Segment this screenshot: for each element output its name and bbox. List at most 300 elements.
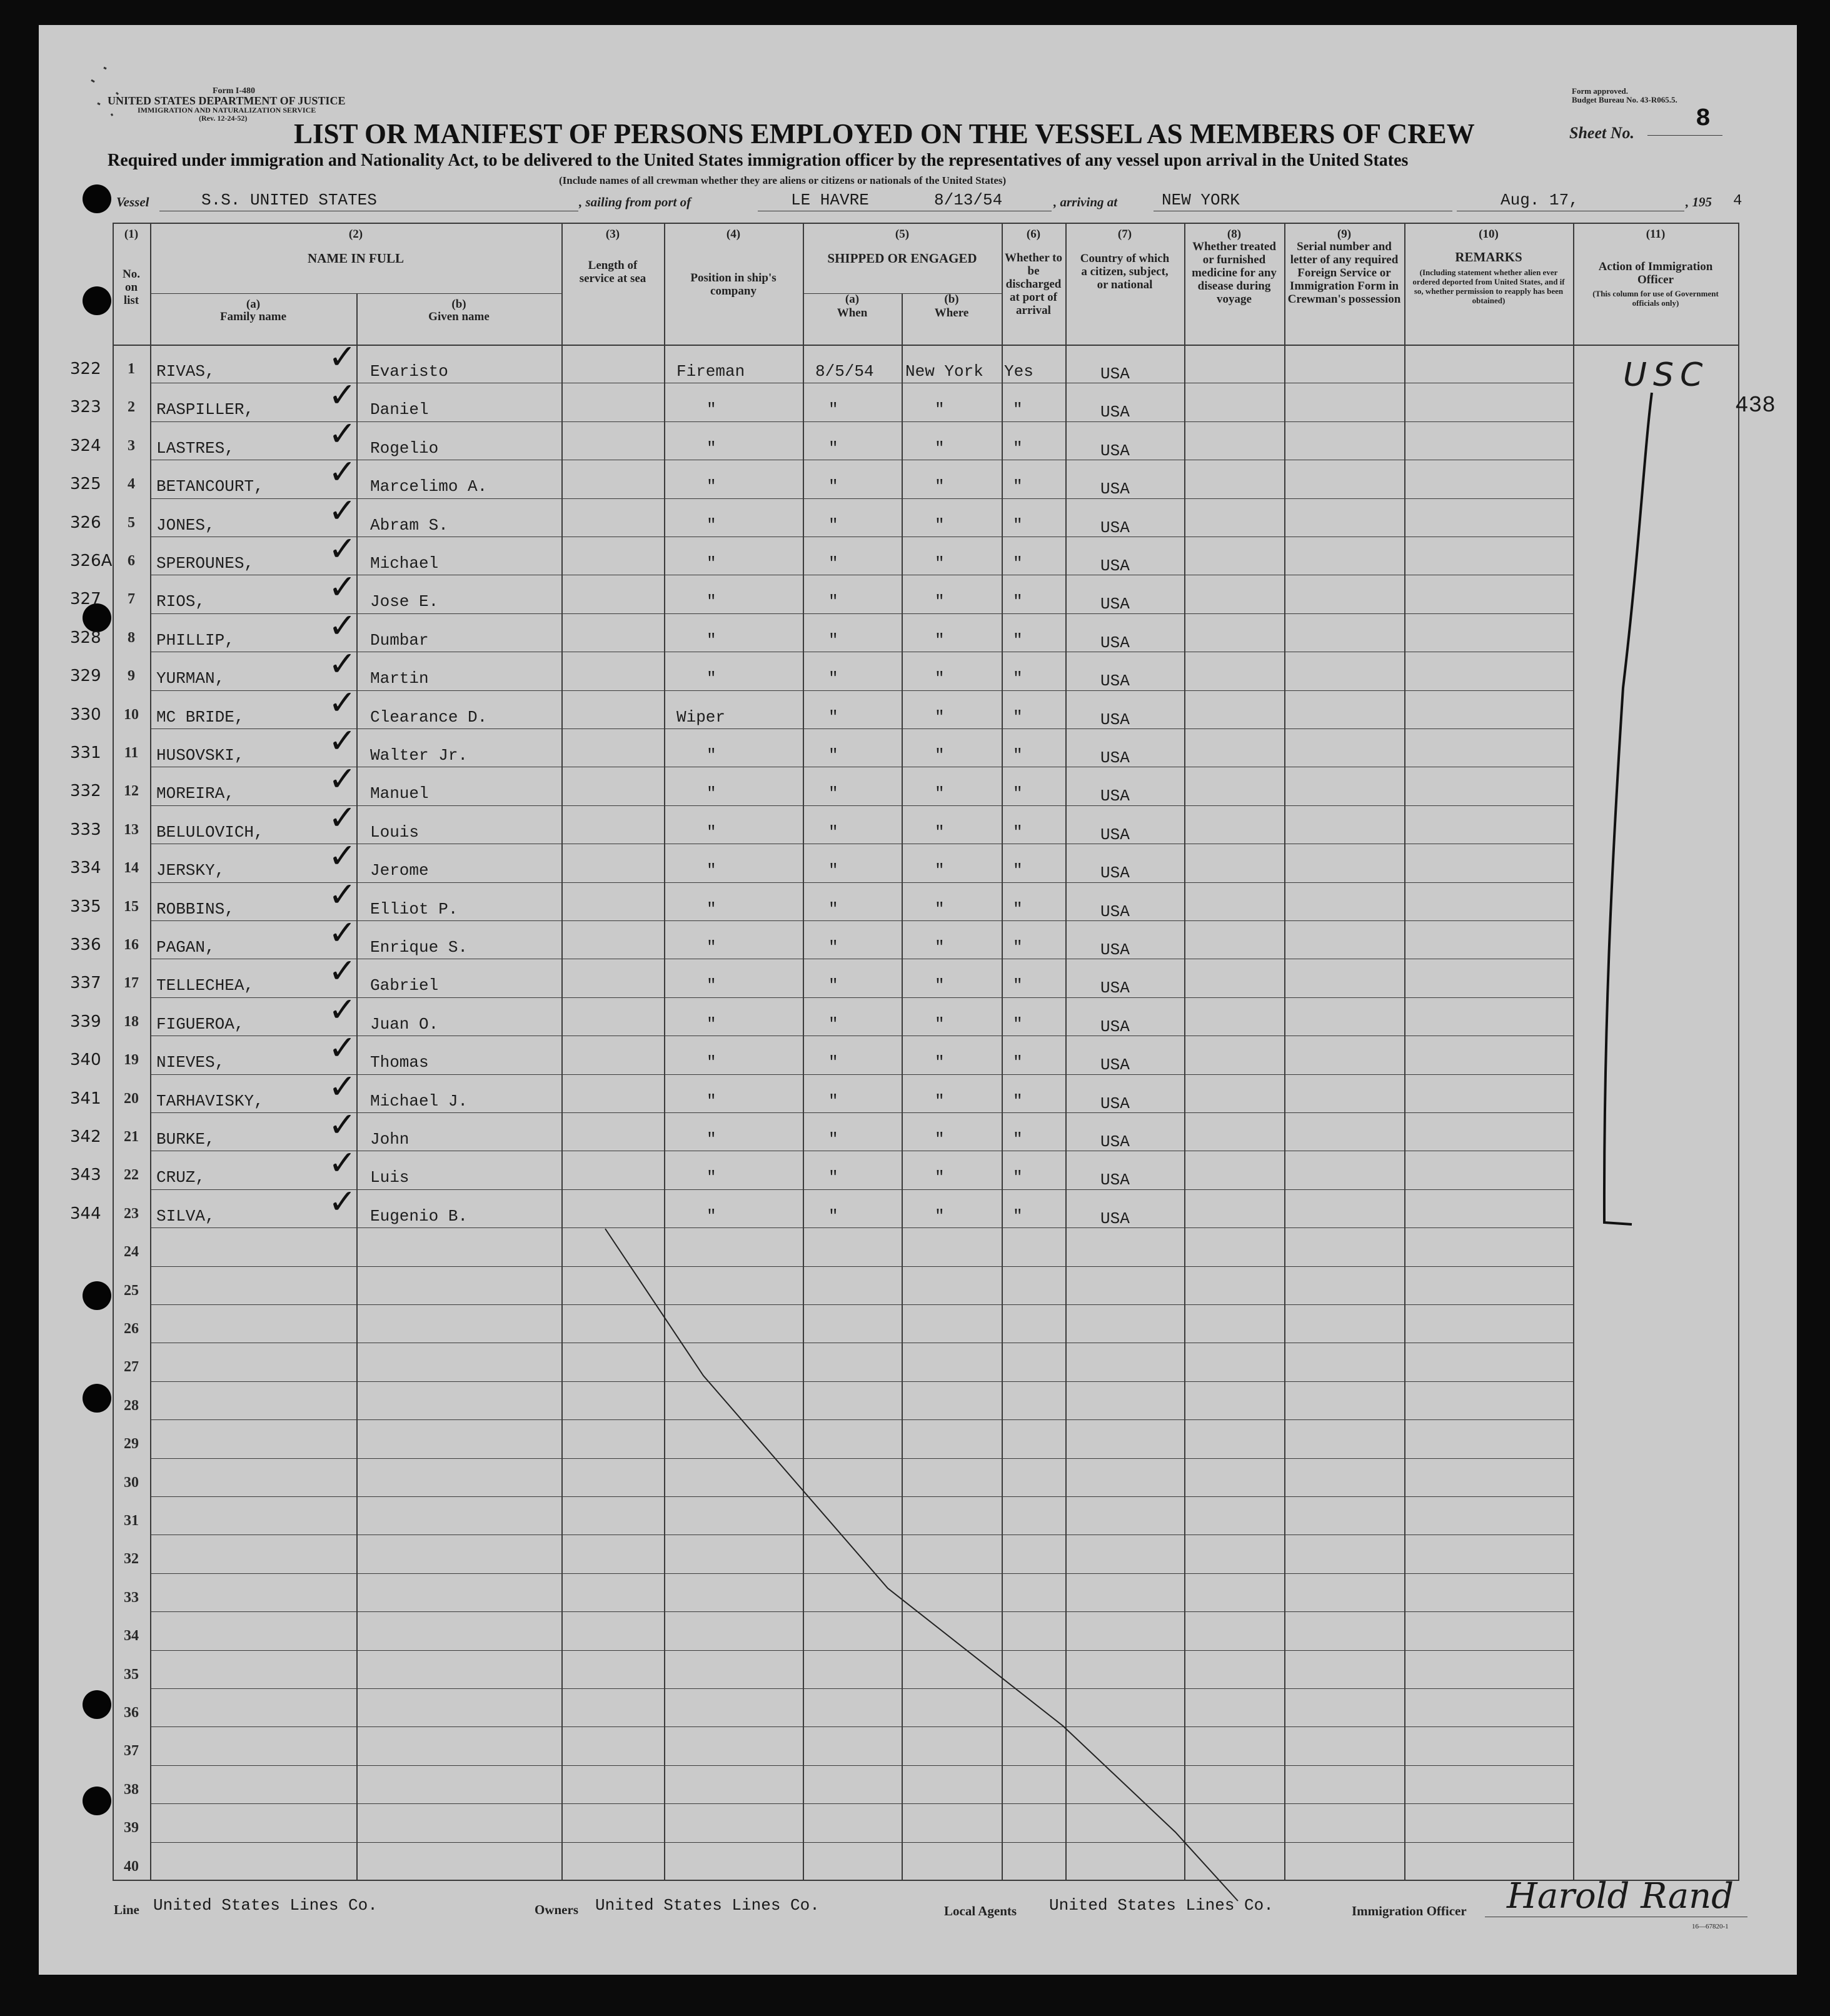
position: " [706,592,716,611]
family-name: TELLECHEA, [156,976,254,995]
shipped-when: " [828,1130,838,1149]
list-number: 340 [70,1051,101,1069]
arriving-label: , arriving at [1053,194,1118,209]
country: USA [1100,1056,1130,1074]
shipped-when: " [828,400,838,419]
row-number: 16 [124,937,139,953]
shipped-when: " [828,1092,838,1111]
service: IMMIGRATION AND NATURALIZATION SERVICE [138,106,316,114]
row-number: 9 [128,668,135,684]
shipped-when: " [828,938,838,957]
list-number: 326 [70,513,101,532]
country: USA [1100,1017,1130,1036]
check-mark: ✓ [328,645,357,683]
list-number: 341 [70,1089,101,1108]
col6-number: (6) [1026,228,1041,241]
given-name: Martin [370,669,429,688]
check-mark: ✓ [328,1183,357,1221]
family-name: HUSOVSKI, [156,746,244,765]
check-mark: ✓ [328,415,357,453]
sailing-date: 8/13/54 [934,191,1003,209]
list-number: 337 [70,974,101,992]
row-number: 27 [124,1359,139,1375]
given-name: Jerome [370,861,429,880]
row-number: 40 [124,1858,139,1875]
family-name: MC BRIDE, [156,708,244,727]
col2a-number: (a) [246,298,261,311]
list-number: 327 [70,590,101,608]
row-number: 24 [124,1244,139,1260]
vessel-label: Vessel [116,194,149,209]
discharge: " [1013,861,1023,880]
shipped-when: " [828,1015,838,1034]
col5-header: SHIPPED OR ENGAGED [827,251,977,266]
col8-header: Whether treated or furnished medicine for any disease during voyage [1192,240,1277,306]
required-statement: Required under immigration and Nationality Act, to be delivered to the United States immigration officer by the representatives of any vessel upon arrival in the United States [108,151,1409,170]
row-number: 31 [124,1513,139,1529]
revision: (Rev. 12-24-52) [199,114,248,123]
position: " [706,1207,716,1226]
col7-header: Country of which a citizen, subject, or national [1080,252,1170,291]
discharge: " [1013,477,1023,496]
position: " [706,1015,716,1034]
shipped-where: " [935,1053,945,1072]
row-number: 38 [124,1782,139,1798]
shipped-when: " [828,516,838,535]
family-name: BELULOVICH, [156,823,264,842]
family-name: MOREIRA, [156,784,234,803]
check-mark: ✓ [328,760,357,798]
given-name: Clearance D. [370,708,488,727]
row-number: 33 [124,1590,139,1606]
line-company: United States Lines Co. [153,1896,378,1915]
row-number: 30 [124,1474,139,1491]
shipped-where: " [935,1168,945,1187]
col8-number: (8) [1227,228,1242,241]
row-number: 14 [124,860,139,876]
country: USA [1100,787,1130,805]
given-name: Manuel [370,784,429,803]
position: " [706,938,716,957]
family-name: SPEROUNES, [156,554,254,573]
row-number: 35 [124,1666,139,1683]
check-mark: ✓ [328,1106,357,1144]
row-number: 17 [124,975,139,991]
row-number: 28 [124,1398,139,1414]
check-mark: ✓ [328,1144,357,1182]
discharge: " [1013,746,1023,765]
family-name: JERSKY, [156,861,225,880]
list-number: 333 [70,820,101,839]
given-name: Marcelimo A. [370,477,488,496]
list-number: 335 [70,897,101,916]
shipped-where: " [935,477,945,496]
given-name: Eugenio B. [370,1207,468,1226]
shipped-where: " [935,669,945,688]
action-bracket-line [1604,393,1652,1224]
discharge: Yes [1004,362,1033,381]
given-name: Michael [370,554,439,573]
col5a-header: When [837,306,868,320]
row-number: 19 [124,1052,139,1068]
position: " [706,477,716,496]
list-number: 334 [70,859,101,877]
sailing-label: , sailing from port of [579,194,691,209]
given-name: Evaristo [370,362,448,381]
col4-number: (4) [726,228,741,241]
list-number: 322 [70,360,101,378]
discharge: " [1013,400,1023,419]
given-name: Michael J. [370,1092,468,1111]
row-number: 3 [128,438,135,454]
country: USA [1100,864,1130,882]
shipped-when: " [828,1207,838,1226]
position: " [706,1053,716,1072]
row-number: 37 [124,1743,139,1759]
col1-header: No. on list [123,268,140,307]
list-number: 342 [70,1127,101,1146]
position: " [706,861,716,880]
form-approved: Form approved. [1572,86,1629,96]
row-number: 12 [124,783,139,799]
col11-number: (11) [1646,228,1666,241]
shipped-where: New York [905,362,983,381]
family-name: CRUZ, [156,1168,206,1187]
margin-number: 438 [1735,393,1776,418]
discharge: " [1013,554,1023,573]
row-number: 25 [124,1283,139,1299]
row-number: 1 [128,361,135,377]
row-number: 26 [124,1321,139,1337]
discharge: " [1013,823,1023,842]
discharge: " [1013,1092,1023,1111]
shipped-where: " [935,784,945,803]
row-number: 32 [124,1551,139,1567]
row-number: 20 [124,1091,139,1107]
position: Fireman [676,362,745,381]
family-name: PAGAN, [156,938,215,957]
check-mark: ✓ [328,952,357,990]
manifest-title: LIST OR MANIFEST OF PERSONS EMPLOYED ON THE VESSEL AS MEMBERS OF CREW [294,118,1475,149]
row-number: 13 [124,822,139,838]
country: USA [1100,365,1130,383]
country: USA [1100,403,1130,421]
sheet-number: 8 [1696,105,1711,133]
discharge: " [1013,1130,1023,1149]
country: USA [1100,902,1130,921]
check-mark: ✓ [328,492,357,530]
check-mark: ✓ [328,530,357,568]
family-name: BURKE, [156,1130,215,1149]
country: USA [1100,480,1130,498]
col4-header: Position in ship's company [690,271,777,298]
discharge: " [1013,784,1023,803]
country: USA [1100,518,1130,537]
position: " [706,1168,716,1187]
shipped-where: " [935,900,945,919]
officer-label: Immigration Officer [1352,1903,1467,1918]
col3-number: (3) [605,228,620,241]
shipped-when: " [828,669,838,688]
row-number: 21 [124,1129,139,1145]
given-name: Dumbar [370,631,429,650]
row-number: 34 [124,1628,139,1644]
check-mark: ✓ [328,684,357,722]
position: " [706,400,716,419]
row-number: 18 [124,1014,139,1030]
check-mark: ✓ [328,722,357,760]
port-of-sailing: LE HAVRE [791,191,869,209]
col5b-header: Where [934,306,969,320]
shipped-when: " [828,1168,838,1187]
family-name: TARHAVISKY, [156,1092,264,1111]
shipped-when: " [828,477,838,496]
col11-note: (This column for use of Government officials only) [1592,289,1719,308]
country: USA [1100,1209,1130,1228]
discharge: " [1013,900,1023,919]
corner-marks [91,68,118,116]
family-name: BETANCOURT, [156,477,264,496]
family-name: SILVA, [156,1207,215,1226]
family-name: JONES, [156,516,215,535]
list-number: 332 [70,782,101,800]
country: USA [1100,1132,1130,1151]
family-name: ROBBINS, [156,900,234,919]
form-number: Form I-480 [213,86,256,96]
col6-header: Whether to be discharged at port of arrival [1005,251,1062,317]
col1-number: (1) [124,228,139,241]
country: USA [1100,825,1130,844]
family-name: LASTRES, [156,439,234,458]
list-number: 331 [70,743,101,762]
country: USA [1100,557,1130,575]
check-mark: ✓ [328,876,357,914]
check-mark: ✓ [328,914,357,952]
given-name: John [370,1130,410,1149]
given-name: Elliot P. [370,900,458,919]
list-number: 344 [70,1204,101,1223]
family-name: YURMAN, [156,669,225,688]
col2a-header: Family name [219,310,287,323]
position: " [706,746,716,765]
list-number: 329 [70,667,101,685]
owners-company: United States Lines Co. [595,1896,820,1915]
list-number: 343 [70,1166,101,1184]
shipped-where: " [935,631,945,650]
shipped-where: " [935,976,945,995]
country: USA [1100,748,1130,767]
family-name: FIGUEROA, [156,1015,244,1034]
shipped-when: " [828,900,838,919]
country: USA [1100,710,1130,729]
country: USA [1100,940,1130,959]
col2b-header: Given name [428,310,490,323]
list-number: 339 [70,1012,101,1031]
list-number: 336 [70,935,101,954]
row-number: 29 [124,1436,139,1452]
discharge: " [1013,708,1023,727]
shipped-where: " [935,1092,945,1111]
shipped-when: " [828,976,838,995]
shipped-when: " [828,861,838,880]
check-mark: ✓ [328,338,357,376]
shipped-when: " [828,554,838,573]
discharge: " [1013,976,1023,995]
discharge: " [1013,631,1023,650]
family-name: RASPILLER, [156,400,254,419]
shipped-when: " [828,592,838,611]
shipped-where: " [935,1015,945,1034]
check-mark: ✓ [328,1029,357,1067]
agents-company: United States Lines Co. [1049,1896,1274,1915]
col5-number: (5) [895,228,910,241]
discharge: " [1013,439,1023,458]
row-number: 36 [124,1705,139,1721]
row-number: 11 [124,745,139,761]
country: USA [1100,979,1130,997]
position: " [706,1092,716,1111]
diagonal-strike [605,1229,1238,1901]
given-name: Gabriel [370,976,439,995]
row-number: 39 [124,1820,139,1836]
position: " [706,669,716,688]
country: USA [1100,441,1130,460]
given-name: Daniel [370,400,429,419]
action-annotation: USC [1623,356,1709,394]
list-number: 324 [70,436,101,455]
shipped-where: " [935,439,945,458]
check-mark: ✓ [328,568,357,606]
year-prefix: , 195 [1686,194,1712,209]
row-number: 6 [128,553,135,569]
shipped-where: " [935,861,945,880]
discharge: " [1013,1207,1023,1226]
shipped-where: " [935,708,945,727]
discharge: " [1013,1168,1023,1187]
given-name: Walter Jr. [370,746,468,765]
list-number: 325 [70,475,101,493]
year-digit: 4 [1733,193,1742,209]
discharge: " [1013,1015,1023,1034]
check-mark: ✓ [328,991,357,1029]
row-number: 2 [128,399,135,415]
sheet-label: Sheet No. [1569,124,1634,142]
list-number: 328 [70,628,101,647]
given-name: Jose E. [370,592,439,611]
row-number: 23 [124,1206,139,1222]
position: " [706,439,716,458]
col2-number: (2) [348,228,363,241]
list-number: 323 [70,398,101,416]
shipped-where: " [935,1130,945,1149]
check-mark: ✓ [328,607,357,645]
col9-header: Serial number and letter of any required Foreign Service or Immigration Form in Crewman's possession [1287,240,1401,306]
row-number: 5 [128,515,135,531]
position: " [706,784,716,803]
list-number: 326A [70,552,113,570]
shipped-when: " [828,439,838,458]
family-name: NIEVES, [156,1053,225,1072]
country: USA [1100,672,1130,690]
position: " [706,631,716,650]
shipped-when: 8/5/54 [815,362,874,381]
family-name: RIVAS, [156,362,215,381]
col11-header: Action of Immigration Officer [1598,260,1713,286]
shipped-when: " [828,746,838,765]
given-name: Enrique S. [370,938,468,957]
position: " [706,900,716,919]
shipped-where: " [935,400,945,419]
given-name: Louis [370,823,420,842]
arrival-date: Aug. 17, [1501,191,1579,209]
col10-note: (Including statement whether alien ever ordered deported from United States, and if so, whether permission to reapply has been obtained) [1412,268,1565,305]
given-name: Abram S. [370,516,448,535]
check-mark: ✓ [328,453,357,491]
col2-header: NAME IN FULL [307,251,404,266]
country: USA [1100,1171,1130,1189]
family-name: PHILLIP, [156,631,234,650]
shipped-when: " [828,708,838,727]
shipped-when: " [828,823,838,842]
row-number: 15 [124,899,139,915]
position: " [706,976,716,995]
given-name: Thomas [370,1053,429,1072]
shipped-where: " [935,746,945,765]
col10-number: (10) [1479,228,1499,241]
shipped-where: " [935,938,945,957]
given-name: Rogelio [370,439,439,458]
shipped-where: " [935,554,945,573]
discharge: " [1013,938,1023,957]
col5b-number: (b) [944,293,959,306]
row-number: 8 [128,630,135,646]
col7-number: (7) [1117,228,1132,241]
vessel-name: S.S. UNITED STATES [201,191,377,209]
col3-header: Length of service at sea [579,259,646,285]
country: USA [1100,595,1130,613]
check-mark: ✓ [328,376,357,414]
discharge: " [1013,516,1023,535]
discharge: " [1013,1053,1023,1072]
country: USA [1100,633,1130,652]
position: " [706,516,716,535]
row-number: 4 [128,476,135,492]
shipped-where: " [935,592,945,611]
check-mark: ✓ [328,1068,357,1106]
budget-bureau: Budget Bureau No. 43-R065.5. [1572,95,1677,104]
col5a-number: (a) [845,293,860,306]
department: UNITED STATES DEPARTMENT OF JUSTICE [108,94,346,107]
shipped-when: " [828,1053,838,1072]
shipped-where: " [935,1207,945,1226]
row-number: 22 [124,1167,139,1183]
col10-header: REMARKS [1455,249,1522,265]
shipped-when: " [828,784,838,803]
line-label: Line [114,1902,139,1917]
list-number: 330 [70,705,101,724]
col9-number: (9) [1337,228,1352,241]
given-name: Luis [370,1168,410,1187]
check-mark: ✓ [328,837,357,875]
position: " [706,554,716,573]
check-mark: ✓ [328,799,357,837]
position: Wiper [676,708,726,727]
shipped-where: " [935,823,945,842]
discharge: " [1013,669,1023,688]
port-of-arrival: NEW YORK [1162,191,1240,209]
family-name: RIOS, [156,592,206,611]
position: " [706,823,716,842]
